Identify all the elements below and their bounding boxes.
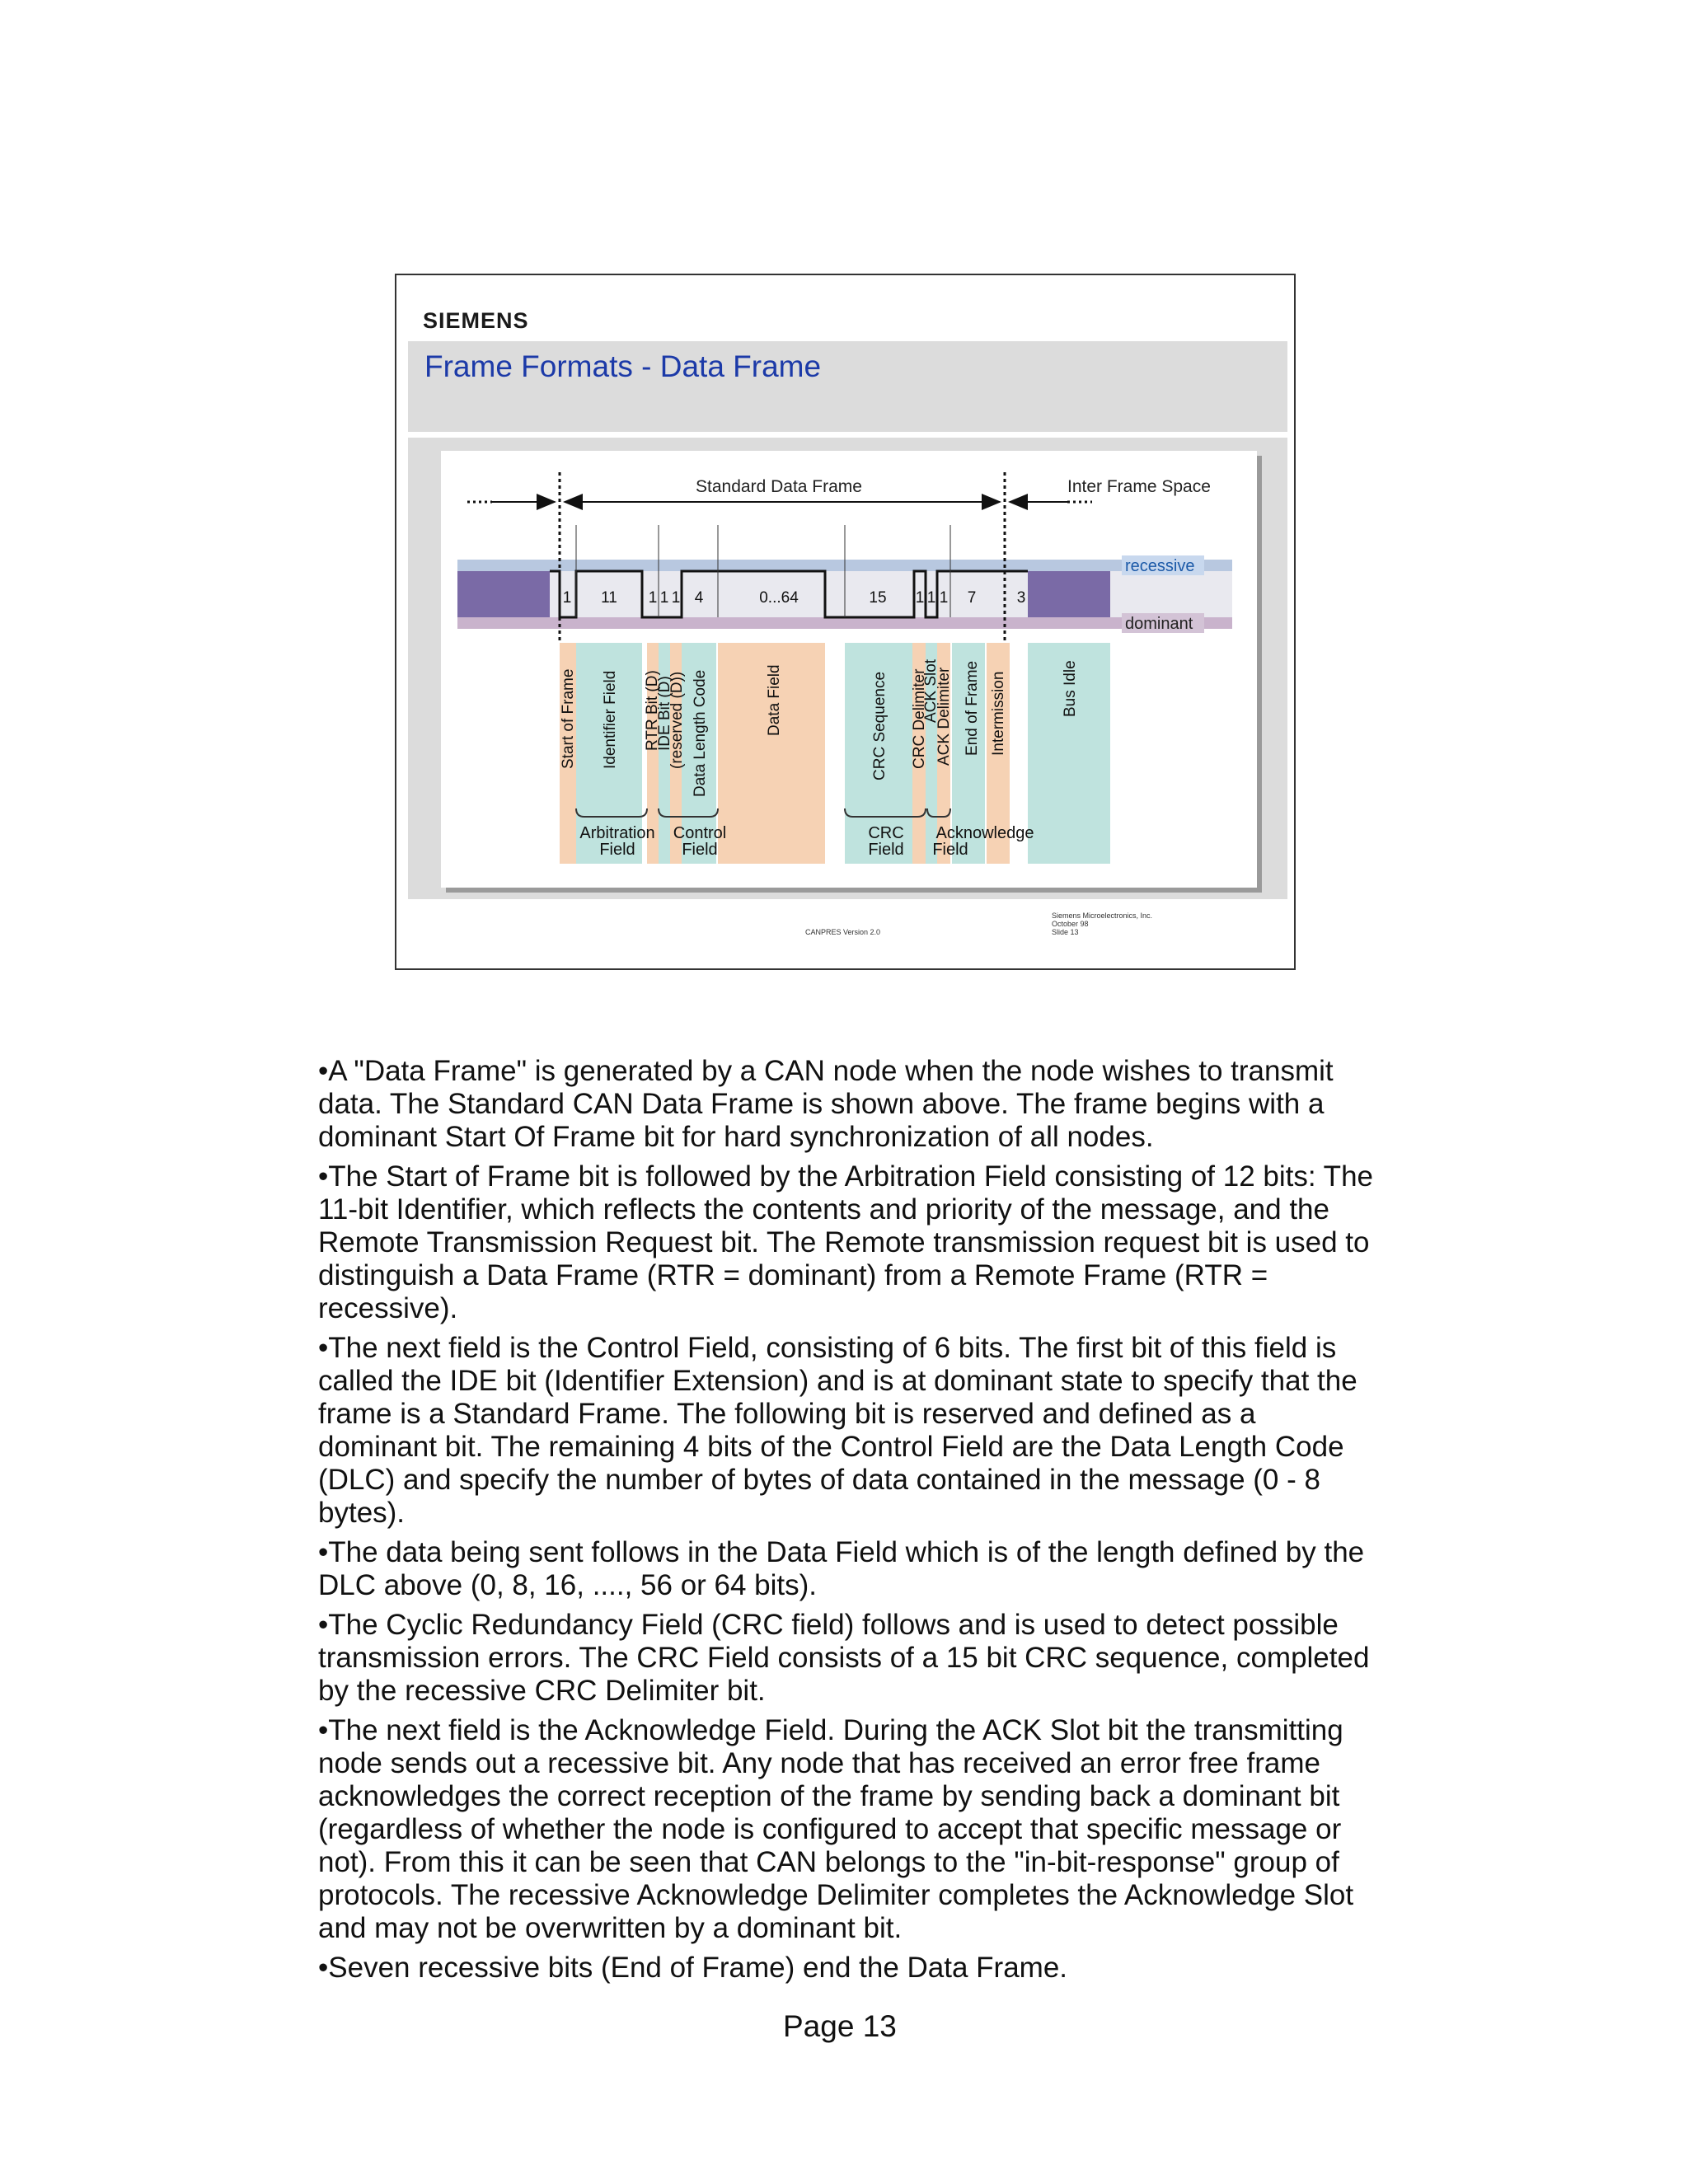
group-label-line2: Field [682,841,718,859]
slide-title: Frame Formats - Data Frame [424,349,822,383]
page-number: Page 13 [783,2009,897,2043]
bit-count: 1 [648,589,658,607]
note-paragraph: •A "Data Frame" is generated by a CAN node when the node wishes to transmit data. The Standard CAN Data Frame is shown above. The frame begins with a dominant Start Of Frame bit for hard synchronization of all nodes. [318,1055,1334,1153]
group-label-line1: Control [673,824,727,842]
bit-count: 1 [562,589,572,607]
field-name: CRC Delimiter [911,668,928,769]
dominant-label: dominant [1125,615,1193,633]
siemens-logo: SIEMENS [423,308,529,333]
group-label-line1: Arbitration [579,824,655,842]
group-label-line2: Field [932,841,968,859]
can-data-frame-diagram [441,451,1257,888]
speaker-notes [318,1055,1381,1991]
standard-frame-arrowhead-left [563,494,583,510]
slide-frame [395,274,1296,970]
inter-frame-space-label: Inter Frame Space [1067,477,1211,496]
field-name: End of Frame [964,660,981,756]
note-paragraph: •The next field is the Control Field, consisting of 6 bits. The first bit of this field is called the IDE bit (Identifier Extension) and is at dominant state to specify that the frame is a Standard Frame. The following bit is reserved and defined as a dominant bit. The remaining 4 bits of the Control Field are the Data Length Code (DLC) and specify the number of bytes of data contained in the message (0 - 8 bytes). [318,1332,1357,1529]
inter-frame-arrowhead [1008,494,1028,510]
field-name: Intermission [990,671,1007,756]
slide-footer-credits [1052,912,1152,936]
note-paragraph: •The Start of Frame bit is followed by the Arbitration Field consisting of 12 bits: The 11-bit Identifier, which reflects the contents and priority of the message, and the Remote Transmission Request bit. The Remote transmission request bit is used to distinguish a Data Frame (RTR = dominant) from a Remote Frame (RTR = recessive). [318,1160,1373,1324]
field-name: RTR Bit (D) [644,670,661,751]
field-name: Data Field [766,664,783,736]
bit-count: 3 [1016,589,1026,607]
field-name: ACK Delimiter [935,667,953,766]
field-name: Start of Frame [560,668,577,769]
bit-count: 1 [926,589,936,607]
idle-block-left [457,571,550,617]
note-paragraph: •The data being sent follows in the Data Field which is of the length defined by the DLC above (0, 8, 16, ...., 56 or 64 bits). [318,1536,1365,1601]
bit-count: 7 [967,589,977,607]
footer-line: Siemens Microelectronics, Inc. [1052,912,1153,920]
title-band [408,341,1287,434]
bit-count: 4 [694,589,704,607]
content-band [408,438,1287,899]
field-name: Identifier Field [602,670,619,769]
note-paragraph: •The Cyclic Redundancy Field (CRC field) follows and is used to detect possible transmission errors. The CRC Field consists of a 15 bit CRC sequence, completed by the recessive CRC Delimiter bit. [318,1609,1370,1707]
bit-count: 15 [869,589,887,607]
field-name: CRC Sequence [871,671,889,780]
bit-count: 1 [659,589,669,607]
slide-footer-version: CANPRES Version 2.0 [805,928,881,936]
bit-count: 1 [915,589,925,607]
dominant-band [457,617,1232,629]
field-name: (reserved (D)) [668,671,686,769]
bit-count: 1 [939,589,949,607]
standard-data-frame-label: Standard Data Frame [696,477,862,496]
field-name: ACK Slot [922,658,940,723]
bit-count: 1 [671,589,681,607]
group-label-line2: Field [599,841,635,859]
lead-in-arrowhead [537,494,556,510]
bit-count: 0...64 [759,589,799,607]
idle-block-right [1028,571,1110,617]
footer-line: October 98 [1052,920,1089,928]
field-name: Data Length Code [692,669,709,797]
group-label-line2: Field [868,841,904,859]
recessive-label: recessive [1125,557,1195,575]
group-label-line1: CRC [868,824,904,842]
note-paragraph: •The next field is the Acknowledge Field. During the ACK Slot bit the transmitting node sends out a recessive bit. Any node that has received an error free frame acknowledges the correct reception of the frame by sending back a dominant bit (regardless of whether the node is configured to accept that specific message or not). From this it can be seen that CAN belongs to the "in-bit-response" group of protocols. The recessive Acknowledge Delimiter completes the Acknowledge Slot and may not be overwritten by a dominant bit. [318,1714,1354,1944]
footer-line: Slide 13 [1052,928,1079,936]
standard-frame-arrowhead-right [982,494,1001,510]
note-paragraph: •Seven recessive bits (End of Frame) end the Data Frame. [318,1952,1068,1984]
group-label-line1: Acknowledge [935,824,1034,842]
bit-count: 11 [601,589,617,607]
field-name: IDE Bit (D) [656,676,673,751]
field-name: Bus Idle [1062,660,1079,717]
